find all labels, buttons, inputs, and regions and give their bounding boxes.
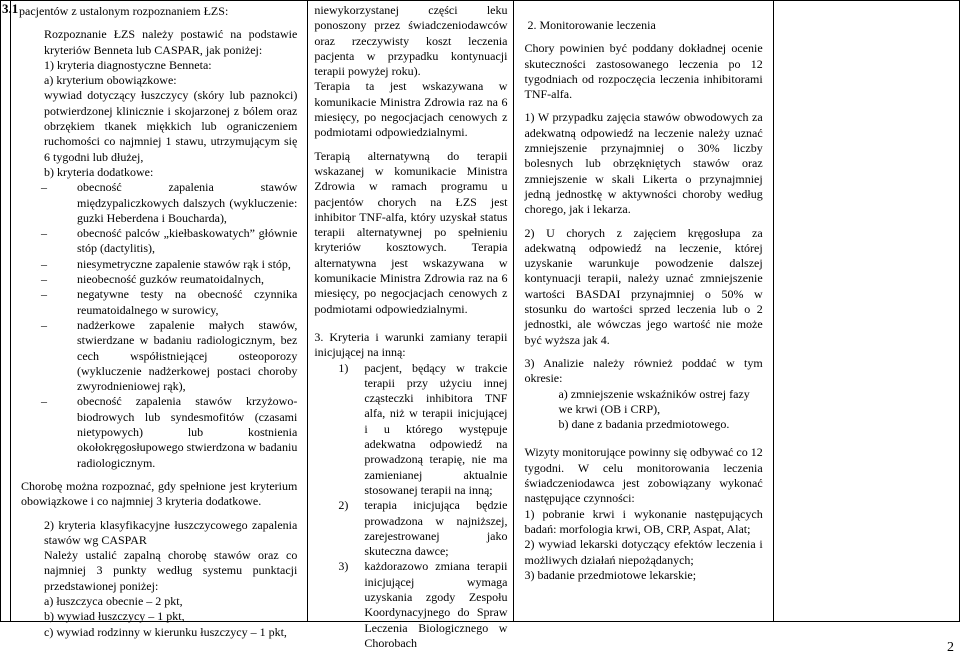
therapy-cost-text: niewykorzystanej części leku ponoszony przez świadczeniodawców oraz rzeczywisty koszt leczenia pacjenta w przypadku kontynuacji terapii powyżej roku). [314,3,508,79]
list-item: – nieobecność guzków reumatoidalnych, [11,272,297,287]
criteria-column [11,1,308,639]
visit-task: 2) wywiad lekarski dotyczący efektów leczenia i możliwych działań niepożądanych; [524,537,763,567]
visit-task: 3) badanie przedmiotowe lekarskie; [524,567,697,582]
monitoring-column [514,1,773,622]
therapy-column [308,1,514,650]
visit-task: 1) pobranie krwi i wykonanie następujących badań: morfologia krwi, OB, CRP, Aspat, Alat; [524,506,763,536]
list-item: – obecność zapalenia stawów krzyżowo-biodrowych lub syndesmofitów (czasami nietypowych) lub kostnienia okołokręgosłupowego stwierdzona w badaniu radiologicznym. [11,394,297,470]
points-item: a) łuszczyca obecnie – 2 pkt, [44,593,183,608]
diagnosis-conclusion: Chorobę można rozpoznać, gdy spełnione jest kryterium obowiązkowe i co najmniej 3 kryteria dodatkowe. [21,478,298,509]
monitoring-text: Chory powinien być poddany dokładnej ocenie skuteczności zastosowanego leczenia po 12 tygodniach od rozpoczęcia leczenia inhibitorami TNF-alfa. [524,41,763,102]
monitoring-heading: 2. Monitorowanie leczenia [527,18,656,32]
analysis-heading: 3) Analizie należy również poddać w tym okresie: [524,355,763,386]
additional-heading: b) kryteria dodatkowe: [44,164,154,179]
list-item: – nadżerkowe zapalenie małych stawów, stwierdzane w badaniu radiologicznym, bez cech współistniejącej osteoporozy (wykluczenie nadżerkowej postaci choroby zwyrodnieniowej rąk), [11,318,297,394]
list-item: – negatywne testy na obecność czynnika reumatoidalnego w surowicy, [11,287,297,318]
row-number: 3.1 [2,1,19,16]
mandatory-heading: a) kryterium obowiązkowe: [44,73,177,88]
points-item: b) wywiad łuszczycy – 1 pkt, [44,609,185,624]
switch-criteria-heading: 3. Kryteria i warunki zamiany terapii inicjującej na inną: [314,329,508,360]
additional-criteria-list [11,180,297,471]
spine-response-text: 2) U chorych z zajęciem kręgosłupa za adekwatną odpowiedź na leczenie, której uzyskanie warunkuje powodzenie dalszej kontynuacji terapii, należy uznać zmniejszenie wartości BASDAI przynajmniej o 50% w stosunku do wartości sprzed leczenia lub o 2 jednostki, ale wówczas jego wartość nie może być wyższa jak 4. [524,225,763,347]
caspar-text: Należy ustalić zapalną chorobę stawów oraz co najmniej 3 punkty według systemu punktacji przedstawionej poniżej: [44,548,298,593]
list-item: – niesymetryczne zapalenie stawów rąk i stóp, [11,257,297,272]
peripheral-response-text: 1) W przypadku zajęcia stawów obwodowych za adekwatną odpowiedź na leczenie należy uznać zmniejszenie przynajmniej o 30% liczby bolesnych lub obrzękniętych stawów oraz zmniejszenie w skali Likerta o przynajmniej jedną jednostkę w aktywności choroby według chorego, jak i lekarza. [524,110,763,217]
list-item: – obecność palców „kiełbaskowatych” głównie stóp (dactylitis), [11,226,297,257]
points-item: c) wywiad rodzinny w kierunku łuszczycy – 1 pkt, [44,624,287,639]
caspar-heading: 2) kryteria klasyfikacyjne łuszczycowego zapalenia stawów wg CASPAR [44,517,298,547]
visits-text: Wizyty monitorujące powinny się odbywać co 12 tygodni. W celu monitorowania leczenia świadczeniodawca jest zobowiązany wykonać następujące czynności: [524,445,763,506]
col1-title: pacjentów z ustalonym rozpoznaniem ŁZS: [19,4,229,18]
row-number-cell [1,1,19,622]
therapy-indication-text: Terapia ta jest wskazywana w komunikacie Ministra Zdrowia raz na 6 miesięcy, po negocjacjach cenowych z podmiotami odpowiedzialnymi. [314,79,508,140]
mandatory-text: wywiad dotyczący łuszczycy (skóry lub paznokci) potwierdzonej klinicznie i skojarzonej z bólem oraz obrzękiem tkanek miękkich lub ograniczeniem ruchomości co najmniej 1 stawu, utrzymującym się 6 tygodni lub dłużej, [44,88,298,164]
alternative-therapy-text: Terapią alternatywną do terapii wskazanej w komunikacie Ministra Zdrowia w ramach programu u pacjentów chorych na ŁZS jest inhibitor TNF-alfa, który uzyskał status terapii alternatywnej po spełnieniu kryteriów kosztowych. Terapia alternatywna jest wskazywana w komunikacie Ministra Zdrowia raz na 6 miesięcy, po negocjacjach cenowych z podmiotami odpowiedzialnymi. [314,148,508,316]
list-item: – obecność zapalenia stawów międzypaliczkowych dalszych (wykluczenie: guzki Heberdena i Boucharda), [11,180,297,226]
page-number: 2 [947,640,954,655]
empty-column [773,1,959,622]
analysis-item: b) dane z badania przedmiotowego. [558,417,730,432]
list-item: 1) pacjent, będący w trakcie terapii przy użyciu innej cząsteczki inhibitora TNF alfa, niż w terapii inicjującej i u którego występuje adekwatna odpowiedź na prowadzoną terapię, nie ma zamienianej aktualnie stosowanej terapii na inną; [338,360,508,497]
switch-criteria-list [314,361,507,652]
list-item: 2) terapia inicjująca będzie prowadzona w najniższej, zarejestrowanej jako skuteczna dawce; [338,498,508,559]
col1-intro: Rozpoznanie ŁZS należy postawić na podstawie kryteriów Benneta lub CASPAR, jak poniżej: [44,27,298,57]
bennett-heading: 1) kryteria diagnostyczne Benneta: [44,57,212,72]
analysis-item: a) zmniejszenie wskaźników ostrej fazy we krwi (OB i CRP), [558,386,750,416]
list-item: 3) każdorazowo zmiana terapii inicjującej wymaga uzyskania zgody Zespołu Koordynacyjnego do Spraw Leczenia Biologicznego w Chorobach [338,559,508,650]
